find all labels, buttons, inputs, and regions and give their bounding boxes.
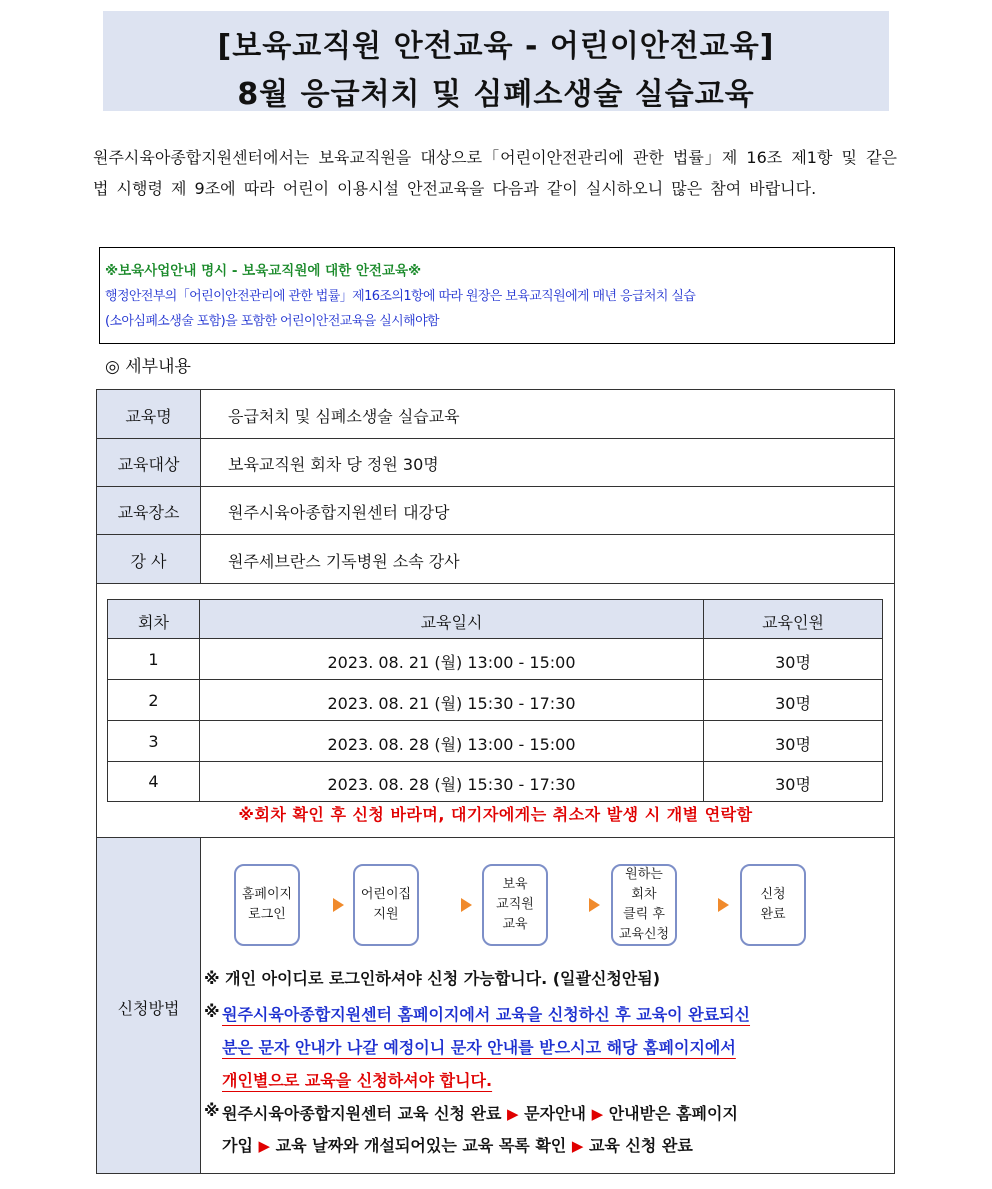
- intro-paragraph: 원주시육아종합지원센터에서는 보육교직원을 대상으로「어린이안전관리에 관한 법률」제 16조 제1항 및 같은 법 시행령 제 9조에 따라 어린이 이용시설 안전교육을 다음과 같이 실시하오니 많은 참여 바랍니다.: [93, 148, 897, 198]
- row-divider: [96, 583, 895, 584]
- apply-note-3-text: 교육 신청 완료: [588, 1136, 693, 1155]
- apply-label: 신청방법: [117, 999, 180, 1018]
- schedule-cell: 30명: [775, 653, 811, 672]
- apply-note-2-line-1: [222, 1002, 750, 1025]
- schedule-cell: 30명: [775, 775, 811, 794]
- apply-note-3-mark: ※: [204, 1101, 220, 1120]
- schedule-cell: 2: [148, 691, 159, 710]
- schedule-row-divider: [108, 720, 882, 721]
- flow-step-text: 어린이집: [360, 887, 412, 902]
- flow-step-text: 원하는: [625, 867, 663, 882]
- detail-label-instructor: 강 사: [130, 552, 167, 571]
- schedule-header-round: 회차: [138, 613, 169, 632]
- detail-value-place: 원주시육아종합지원센터 대강당: [228, 503, 450, 522]
- schedule-header-capacity: 교육인원: [762, 613, 824, 632]
- flow-step-staff-edu: [482, 864, 548, 946]
- column-divider: [200, 389, 201, 584]
- flow-step-complete: [740, 864, 806, 946]
- apply-note-2-text: 원주시육아종합지원센터 홈페이지에서 교육을 신청하신 후 교육이 완료되신: [222, 1005, 751, 1024]
- notice-box: [99, 247, 895, 344]
- title-banner: [103, 11, 889, 111]
- schedule-row-divider: [108, 761, 882, 762]
- flow-step-text: 회차: [631, 887, 657, 902]
- detail-value-instructor: 원주세브란스 기독병원 소속 강사: [228, 552, 460, 571]
- apply-note-3-text: 문자안내: [524, 1104, 586, 1123]
- flow-step-select-round: [611, 864, 677, 946]
- detail-value-course: 응급처치 및 심폐소생술 실습교육: [228, 407, 460, 426]
- schedule-cell: 2023. 08. 28 (월) 13:00 - 15:00: [327, 735, 576, 754]
- flow-arrow-icon: [461, 898, 472, 912]
- flow-arrow-icon: [333, 898, 344, 912]
- detail-label-place: 교육장소: [117, 503, 180, 522]
- flow-step-text: 보육: [502, 877, 528, 892]
- schedule-row-divider: [108, 638, 882, 639]
- row-divider: [96, 837, 895, 838]
- detail-label-target: 교육대상: [117, 455, 180, 474]
- flow-step-text: 홈페이지: [241, 887, 293, 902]
- row-divider: [96, 438, 895, 439]
- apply-note-2-text: 개인별으로 교육을 신청하셔야 합니다.: [222, 1071, 493, 1090]
- flow-step-text: 신청: [760, 887, 786, 902]
- flow-step-text: 로그인: [248, 907, 286, 922]
- apply-note-1: ※ 개인 아이디로 로그인하셔야 신청 가능합니다. (일괄신청안됨): [204, 969, 661, 988]
- row-divider: [96, 486, 895, 487]
- schedule-cell: 30명: [775, 694, 811, 713]
- detail-label-course: 교육명: [125, 407, 172, 426]
- red-arrow-icon: ▶: [571, 1137, 584, 1155]
- schedule-warning: ※회차 확인 후 신청 바라며, 대기자에게는 취소자 발생 시 개별 연락함: [238, 805, 753, 824]
- schedule-cell: 2023. 08. 28 (월) 15:30 - 17:30: [327, 775, 576, 794]
- title-line-1: [보육교직원 안전교육 - 어린이안전교육]: [217, 29, 775, 64]
- notice-line-2: (소아심폐소생술 포함)을 포함한 어린이안전교육을 실시해야함: [105, 314, 439, 329]
- flow-step-text: 교육: [502, 917, 528, 932]
- apply-note-3-text: 안내받은 홈페이지: [608, 1104, 738, 1123]
- schedule-cell: 1: [148, 650, 159, 669]
- flow-step-text: 교육신청: [618, 927, 670, 942]
- schedule-cell: 2023. 08. 21 (월) 13:00 - 15:00: [327, 653, 576, 672]
- section-heading: ◎ 세부내용: [105, 357, 191, 377]
- apply-note-2-text: 분은 문자 안내가 나갈 예정이니 문자 안내를 받으시고 해당 홈페이지에서: [222, 1038, 736, 1057]
- apply-note-3-line-1: [222, 1101, 738, 1124]
- flow-step-text: 완료: [760, 907, 786, 922]
- notice-title: ※보육사업안내 명시 - 보육교직원에 대한 안전교육※: [105, 263, 422, 279]
- notice-line-1: 행정안전부의「어린이안전관리에 관한 법률」제16조의1항에 따라 원장은 보육교직원에게 매년 응급처치 실습: [105, 289, 696, 304]
- apply-note-3-line-2: [222, 1133, 693, 1156]
- red-arrow-icon: ▶: [258, 1137, 271, 1155]
- flow-arrow-icon: [589, 898, 600, 912]
- schedule-header-datetime: 교육일시: [420, 613, 483, 632]
- flow-arrow-icon: [718, 898, 729, 912]
- apply-note-2-line-3: [222, 1068, 492, 1091]
- apply-note-3-text: 가입: [222, 1136, 253, 1155]
- flow-step-daycare: [353, 864, 419, 946]
- schedule-cell: 30명: [775, 735, 811, 754]
- apply-note-2-line-2: [222, 1035, 736, 1058]
- schedule-row-divider: [108, 679, 882, 680]
- schedule-cell: 2023. 08. 21 (월) 15:30 - 17:30: [327, 694, 576, 713]
- title-line-2: 8월 응급처치 및 심폐소생술 실습교육: [237, 77, 755, 112]
- apply-note-3-text: 교육 날짜와 개설되어있는 교육 목록 확인: [275, 1136, 567, 1155]
- flow-step-text: 지원: [373, 907, 399, 922]
- red-arrow-icon: ▶: [507, 1105, 519, 1123]
- apply-note-2-mark: ※: [204, 1002, 220, 1021]
- flow-step-login: [234, 864, 300, 946]
- schedule-cell: 4: [148, 772, 159, 791]
- flow-step-text: 교직원: [496, 897, 534, 912]
- schedule-cell: 3: [148, 732, 159, 751]
- flow-step-text: 클릭 후: [623, 907, 665, 922]
- schedule-table: [107, 599, 883, 802]
- column-divider: [200, 837, 201, 1174]
- detail-value-target: 보육교직원 회차 당 정원 30명: [228, 455, 439, 474]
- row-divider: [96, 534, 895, 535]
- red-arrow-icon: ▶: [591, 1105, 604, 1123]
- apply-note-3-text: 원주시육아종합지원센터 교육 신청 완료: [222, 1104, 502, 1123]
